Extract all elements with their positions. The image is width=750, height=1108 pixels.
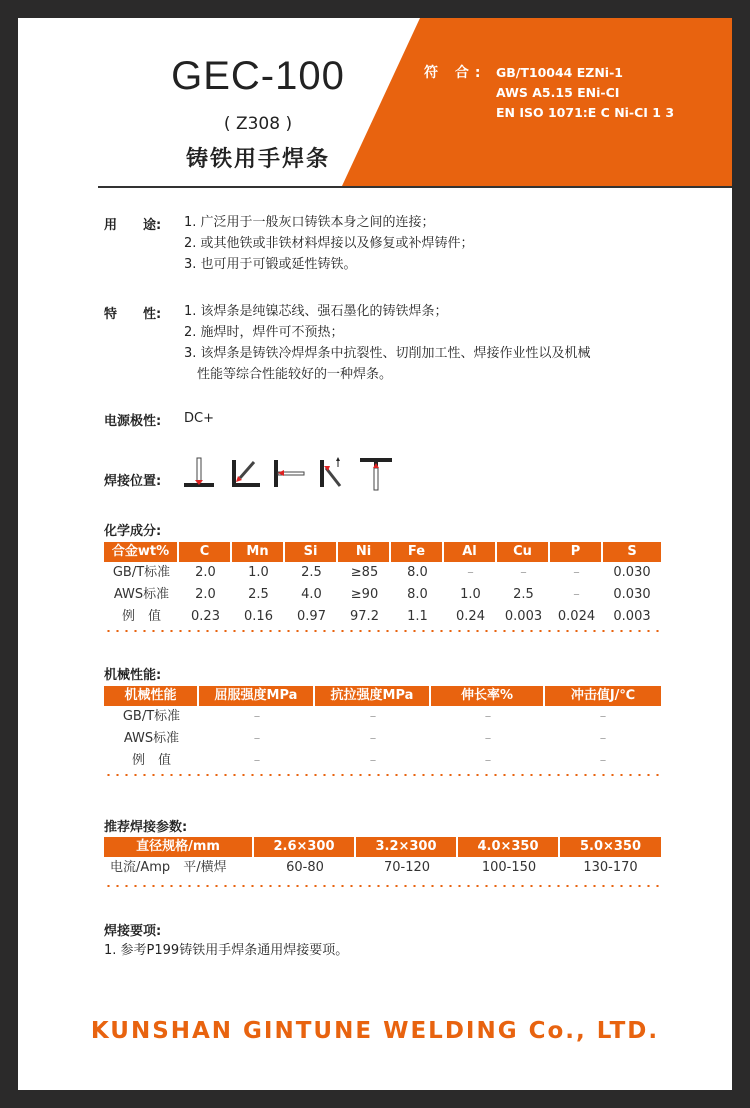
usage-label: 用 途: [104,218,162,233]
table-cell: 2.0 [195,565,216,580]
flat-position-icon [184,458,214,487]
table-header-cell: P [550,542,603,562]
table-row [104,728,661,750]
standards-label: 符 合: [424,65,487,81]
table-header-cell: 抗拉强度MPa [315,686,431,706]
mechanical-table [104,686,661,776]
table-cell: – [599,753,607,768]
table-cell: 4.0 [301,587,322,602]
table-cell: 0.030 [613,565,651,580]
features-label: 特 性: [104,307,162,322]
table-cell: 1.1 [407,609,428,624]
table-cell: AWS标准 [113,587,170,602]
table-header-cell: S [603,542,661,562]
feature-item: 1. 该焊条是纯镍芯线、强石墨化的铸铁焊条； [184,304,448,319]
table-header-cell: 机械性能 [104,686,199,706]
params-table [104,837,661,887]
positions-label: 焊接位置: [104,474,162,489]
polarity-value: DC+ [184,411,214,426]
feature-item: 2. 施焊时，焊件可不预热； [184,325,344,340]
table-cell: – [253,709,261,724]
table-cell: – [369,709,377,724]
table-header-cell: Al [444,542,497,562]
usage-item: 3. 也可用于可锻或延性铸铁。 [184,257,357,272]
table-cell: 2.0 [195,587,216,602]
usage-list [184,212,474,275]
table-cell: 100-150 [481,860,537,875]
standard-item: GB/T10044 EZNi-1 [496,65,623,80]
table-cell: 2.5 [301,565,322,580]
table-cell: GB/T标准 [112,565,171,580]
table-cell: – [467,565,474,580]
table-cell: 0.97 [297,609,326,624]
table-row [104,562,661,584]
standard-item: EN ISO 1071:E C Ni-CI 1 3 [496,105,675,120]
table-cell: 8.0 [407,587,428,602]
table-cell: ≥90 [350,587,379,602]
table-header-cell: 合金wt% [104,542,179,562]
table-row [104,606,661,628]
table-cell: ≥85 [350,565,379,580]
table-header-cell: C [179,542,232,562]
table-cell: 1.0 [460,587,481,602]
table-cell: – [484,731,492,746]
table-cell: 1.0 [248,565,269,580]
table-cell: – [253,731,261,746]
table-header-cell: Cu [497,542,550,562]
chemistry-table [104,542,661,632]
table-cell: 0.003 [613,609,651,624]
product-model: GEC-100 [171,54,345,98]
table-cell: 8.0 [407,565,428,580]
company-name: KUNSHAN GINTUNE WELDING Co., LTD. [90,1018,660,1044]
welding-positions-icons [182,456,412,496]
dotted-divider [104,630,661,632]
table-header [104,542,661,562]
feature-item: 3. 该焊条是铸铁冷焊焊条中抗裂性、切削加工性、焊接作业性以及机械 [184,346,591,361]
table-cell: – [369,731,377,746]
table-row [104,706,661,728]
table-cell: 60-80 [286,860,324,875]
table-header-cell: 伸长率% [431,686,545,706]
product-grade: ( Z308 ) [223,114,293,134]
table-header-cell: Si [285,542,338,562]
notes-list [104,940,348,961]
table-cell: – [369,753,377,768]
table-header [104,837,661,857]
notes-label: 焊接要项: [104,924,162,939]
table-cell: – [520,565,527,580]
table-cell: 0.024 [557,609,596,624]
table-cell: 0.23 [191,609,220,624]
standards-list [496,63,674,123]
product-name: 铸铁用手焊条 [185,147,330,172]
table-cell: 2.5 [513,587,534,602]
table-cell: – [573,565,580,580]
usage-item: 2. 或其他铁或非铁材料焊接以及修复或补焊铸件； [184,236,474,251]
table-header-cell: Mn [232,542,285,562]
polarity-label: 电源极性: [104,414,162,429]
table-cell: 电流/Amp 平/横焊 [110,860,227,875]
table-cell: AWS标准 [123,731,180,746]
table-cell: 2.5 [248,587,269,602]
table-cell: 0.030 [613,587,651,602]
table-cell: 70-120 [383,860,431,875]
table-header-cell: 3.2×300 [356,837,458,857]
table-header-cell: 5.0×350 [560,837,661,857]
note-item: 1. 参考P199铸铁用手焊条通用焊接要项。 [104,943,349,958]
standard-item: AWS A5.15 ENi-CI [496,85,620,100]
params-label: 推荐焊接参数: [104,820,188,835]
header-rule [98,186,732,188]
table-row [104,857,661,879]
dotted-divider [104,774,661,776]
table-header-cell: 2.6×300 [254,837,356,857]
usage-item: 1. 广泛用于一般灰口铸铁本身之间的连接； [184,215,435,230]
table-cell: – [253,753,261,768]
datasheet-page [18,18,732,1090]
table-cell: 例 值 [121,609,161,624]
table-header-cell: Ni [338,542,391,562]
table-row [104,584,661,606]
table-header-cell: 4.0×350 [458,837,560,857]
table-cell: 例 值 [131,753,171,768]
table-cell: 0.16 [244,609,273,624]
overhead-position-icon [360,458,392,490]
mechanical-label: 机械性能: [104,668,162,683]
feature-item: 性能等综合性能较好的一种焊条。 [184,367,393,382]
vertical-up-icon [320,457,340,487]
table-row [104,750,661,772]
table-header-cell: 屈服强度MPa [199,686,315,706]
table-cell: – [599,731,607,746]
features-list [184,301,591,385]
table-cell: – [484,753,492,768]
table-cell: GB/T标准 [122,709,181,724]
table-cell: – [573,587,580,602]
table-cell: 97.2 [350,609,379,624]
table-cell: – [484,709,492,724]
table-header [104,686,661,706]
chemistry-label: 化学成分: [104,524,162,539]
table-cell: 130-170 [583,860,638,875]
dotted-divider [104,885,661,887]
table-cell: – [599,709,607,724]
table-cell: 0.003 [504,609,543,624]
horizontal-fillet-icon [232,460,260,487]
table-header-cell: Fe [391,542,444,562]
horizontal-position-icon [274,460,304,487]
table-header-cell: 直径规格/mm [104,837,254,857]
table-header-cell: 冲击值J/℃ [545,686,661,706]
table-cell: 0.24 [456,609,485,624]
